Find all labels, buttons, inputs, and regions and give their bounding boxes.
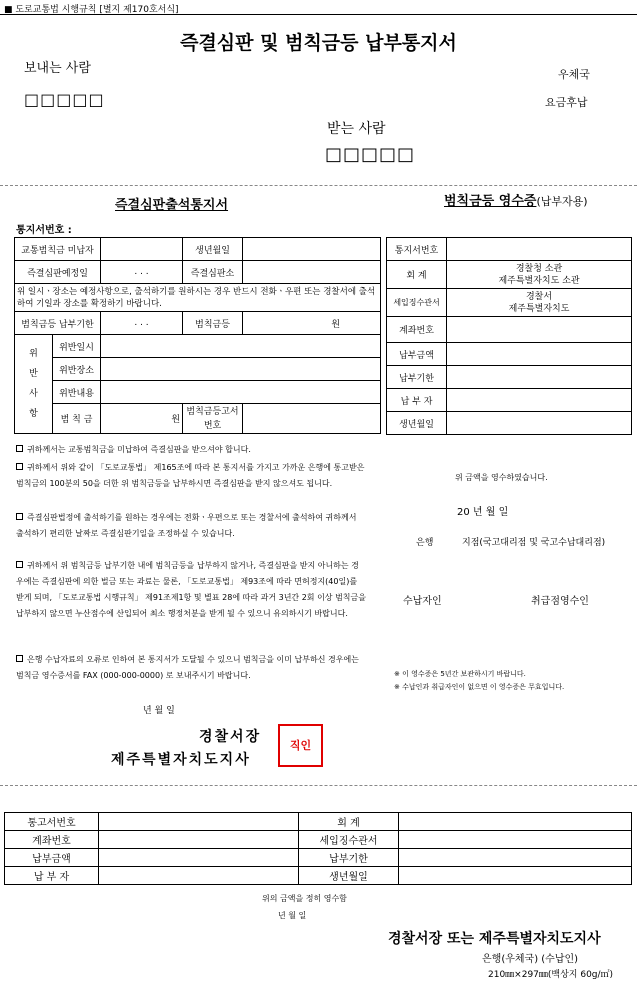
bottom-bank-label: 은행(우체국) (수납인) bbox=[482, 954, 579, 965]
receipt-deadline-value bbox=[447, 366, 632, 389]
violation-place-label: 위반장소 bbox=[53, 358, 101, 381]
bottom-amount-label: 납부금액 bbox=[5, 849, 99, 867]
schedule-notice: 위 일시ㆍ장소는 예정사항으로, 출석하기를 원하시는 경우 반드시 전화ㆍ우편 또는 경찰서에 출석하여 기일과 장소를 확정하기 바랍니다. bbox=[15, 284, 381, 312]
fine-amount-won: 원 bbox=[101, 404, 183, 434]
notice-number-label: 통지서번호 : bbox=[16, 225, 72, 236]
sender-zipcode-boxes: □□□□□ bbox=[24, 90, 105, 109]
bottom-deadline-label: 납부기한 bbox=[299, 849, 399, 867]
receiver-zipcode-boxes: □□□□□ bbox=[325, 144, 416, 165]
page-title: 즉결심판 및 범칙금등 납부통지서 bbox=[180, 32, 457, 54]
bottom-amount-value bbox=[99, 849, 299, 867]
notice-item-text: 즉결심판법정에 출석하기를 원하는 경우에는 전화ㆍ우편으로 또는 경찰서에 출석하여 귀하께서 출석하기 편리한 날짜로 즉결심판기일을 조정하실 수 있습니다. bbox=[16, 513, 357, 538]
bottom-payer-value bbox=[99, 867, 299, 885]
violation-date-value bbox=[101, 335, 381, 358]
birth-value bbox=[243, 238, 381, 261]
notice-item-text: 귀하께서 위 범칙금등 납부기한 내에 범칙금등을 납부하지 않거나, 즉결심판을 받지 아니하는 경우에는 즉결심판에 의한 벌금 또는 과료는 물론, 「도로교통법」 제93조에 따라 면허정지(40일)를 받게 되며, 「도로교통법 시행규칙」 제91조제1항 및 별표 28에 따라 과거 3년간 2회 이상 범칙금을 납부하지 않으면 누산점수에 산입되어 최소 행정처분을 받게 될 수 있으니 유의하시기 바랍니다. bbox=[16, 561, 366, 618]
notice-item-3 bbox=[16, 510, 366, 542]
notice-date-line: 년 월 일 bbox=[143, 706, 175, 716]
cut-line-top bbox=[0, 185, 637, 186]
receipt-title bbox=[444, 190, 588, 209]
official-seal: 직인 bbox=[278, 724, 323, 767]
checkbox-icon bbox=[16, 463, 23, 470]
fine-label: 범칙금등 bbox=[183, 312, 243, 335]
court-label: 즉결심판소 bbox=[183, 261, 243, 284]
checkbox-icon bbox=[16, 513, 23, 520]
receipt-title-main: 범칙금등 영수증 bbox=[444, 194, 537, 209]
fine-number-label: 범칙금등고서 번호 bbox=[183, 404, 243, 434]
bottom-payer-label: 납 부 자 bbox=[5, 867, 99, 885]
receipt-collector-value: 경찰서 제주특별자치도 bbox=[447, 289, 632, 317]
violation-date-label: 위반일시 bbox=[53, 335, 101, 358]
fine-won: 원 bbox=[243, 312, 381, 335]
notice-table bbox=[14, 237, 381, 434]
receipt-amount-value bbox=[447, 343, 632, 366]
violator-label: 교통범칙금 미납자 bbox=[15, 238, 101, 261]
birth-label: 생년월일 bbox=[183, 238, 243, 261]
trial-date-label: 즉결심판예정일 bbox=[15, 261, 101, 284]
receipt-account-no-value bbox=[447, 317, 632, 343]
bottom-account-value bbox=[399, 813, 632, 831]
branch-label: 지점(국고대리점 및 국고수납대리점) bbox=[462, 538, 606, 548]
form-header-note: ■ 도로교통법 시행규칙 [별지 제170호서식] bbox=[4, 5, 179, 15]
bottom-received-text: 위의 금액을 정히 영수함 bbox=[262, 894, 347, 903]
bottom-birth-label: 생년월일 bbox=[299, 867, 399, 885]
receipt-payer-value bbox=[447, 389, 632, 412]
notice-item-text: 귀하께서는 교통범칙금을 미납하여 즉결심판을 받으셔야 합니다. bbox=[27, 445, 251, 454]
fine-number-value bbox=[243, 404, 381, 434]
receipt-birth-value bbox=[447, 412, 632, 435]
notice-title: 즉결심판출석통지서 bbox=[115, 198, 229, 213]
postage-label: 요금후납 bbox=[545, 96, 588, 109]
receipt-account-no-label: 계좌번호 bbox=[387, 317, 447, 343]
violation-content-label: 위반내용 bbox=[53, 381, 101, 404]
violation-place-value bbox=[101, 358, 381, 381]
receipt-notice-no-value bbox=[447, 238, 632, 261]
checkbox-icon bbox=[16, 445, 23, 452]
receipt-collector-label: 세입징수관서 bbox=[387, 289, 447, 317]
court-value bbox=[243, 261, 381, 284]
received-text: 위 금액을 영수하였습니다. bbox=[455, 473, 548, 482]
notice-item-2 bbox=[16, 460, 366, 492]
receiver-label: 받는 사람 bbox=[327, 121, 386, 137]
receipt-birth-label: 생년월일 bbox=[387, 412, 447, 435]
bottom-notice-no-label: 통고서번호 bbox=[5, 813, 99, 831]
police-chief-label: 경찰서장 bbox=[199, 729, 262, 745]
receipt-deadline-label: 납부기한 bbox=[387, 366, 447, 389]
notice-item-text: 귀하께서 위와 같이 「도로교통법」 제165조에 따라 본 통지서를 가지고 가까운 은행에 통고받은 범칙금의 100분의 50을 더한 위 범칙금등을 납부하시면 즉결심판을 받지 않으셔도 됩니다. bbox=[16, 463, 365, 488]
receiver-seal-label: 수납자인 bbox=[403, 596, 442, 607]
notice-item-5 bbox=[16, 652, 366, 684]
deadline-label: 범칙금등 납부기한 bbox=[15, 312, 101, 335]
receipt-account-value: 경찰청 소관 제주특별자치도 소관 bbox=[447, 261, 632, 289]
violation-content-value bbox=[101, 381, 381, 404]
governor-label: 제주특별자치도지사 bbox=[111, 752, 251, 768]
bottom-date-line: 년 월 일 bbox=[278, 911, 307, 920]
bottom-collector-label: 세입징수관서 bbox=[299, 831, 399, 849]
receipt-account-label: 회 계 bbox=[387, 261, 447, 289]
bottom-account-label: 회 계 bbox=[299, 813, 399, 831]
receipt-date-line: 20 년 월 일 bbox=[457, 507, 509, 518]
receipt-table bbox=[386, 237, 632, 435]
bottom-chief-label: 경찰서장 또는 제주특별자치도지사 bbox=[388, 931, 601, 947]
bottom-table bbox=[4, 812, 632, 885]
fine-amount-label: 범 칙 금 bbox=[53, 404, 101, 434]
notice-item-text: 은행 수납자료의 오류로 인하여 본 통지서가 도달될 수 있으니 범칙금을 이미 납부하신 경우에는 범칙금 영수증서를 FAX (000-000-0000) 로 보내주시기 바랍니다. bbox=[16, 655, 359, 680]
bottom-notice-no-value bbox=[99, 813, 299, 831]
violation-label: 위 반 사 항 bbox=[15, 335, 53, 434]
handler-seal-label: 취급점영수인 bbox=[531, 596, 589, 607]
violator-value bbox=[101, 238, 183, 261]
footnote-keep: ※ 이 영수증은 5년간 보관하시기 바랍니다. bbox=[394, 670, 526, 678]
paper-spec: 210㎜×297㎜(백상지 60g/㎡) bbox=[488, 970, 614, 980]
cut-line-bottom bbox=[0, 785, 637, 786]
checkbox-icon bbox=[16, 655, 23, 662]
bottom-account-no-value bbox=[99, 831, 299, 849]
bottom-birth-value bbox=[399, 867, 632, 885]
receipt-amount-label: 납부금액 bbox=[387, 343, 447, 366]
footnote-invalid: ※ 수납인과 취급자인이 없으면 이 영수증은 무효입니다. bbox=[394, 683, 565, 691]
notice-item-1 bbox=[16, 442, 366, 458]
bottom-collector-value bbox=[399, 831, 632, 849]
trial-date-value: . . . bbox=[101, 261, 183, 284]
bottom-deadline-value bbox=[399, 849, 632, 867]
deadline-value: . . . bbox=[101, 312, 183, 335]
bank-label: 은행 bbox=[416, 538, 434, 548]
receipt-payer-label: 납 부 자 bbox=[387, 389, 447, 412]
sender-label: 보내는 사람 bbox=[24, 61, 91, 76]
bottom-account-no-label: 계좌번호 bbox=[5, 831, 99, 849]
checkbox-icon bbox=[16, 561, 23, 568]
top-rule bbox=[0, 14, 637, 15]
post-office-label: 우체국 bbox=[558, 68, 590, 81]
notice-item-4 bbox=[16, 558, 366, 622]
receipt-notice-no-label: 통지서번호 bbox=[387, 238, 447, 261]
receipt-title-sub: (납부자용) bbox=[536, 195, 588, 208]
